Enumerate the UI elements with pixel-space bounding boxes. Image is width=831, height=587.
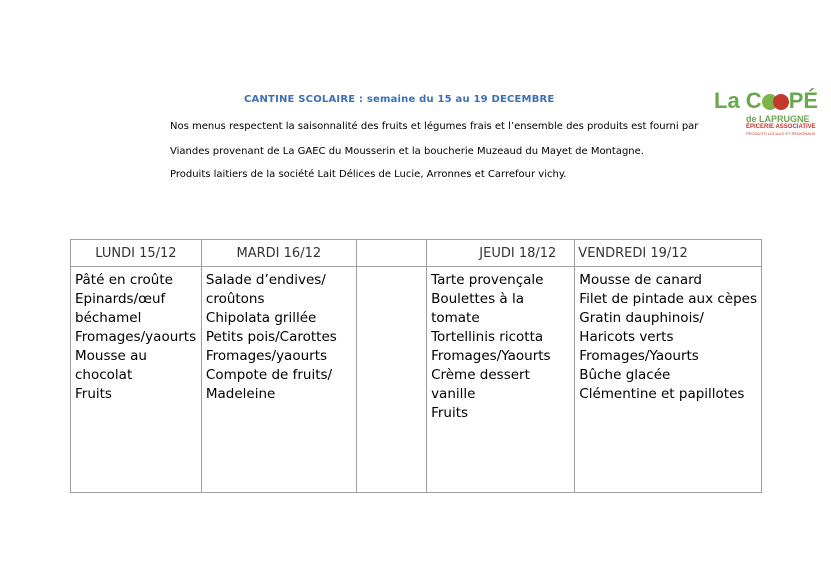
menu-item: Mousse au — [75, 348, 147, 364]
day-header: JEUDI 18/12 — [427, 240, 575, 267]
day-menu — [356, 267, 426, 493]
menu-item: Filet de pintade aux cèpes — [579, 291, 757, 307]
menu-item: Petits pois/Carottes — [205, 329, 337, 345]
day-header: VENDREDI 19/12 — [575, 240, 762, 267]
menu-item: Fromages/yaourts — [75, 329, 197, 345]
day-menu — [201, 267, 356, 493]
menu-item: Haricots verts — [579, 329, 674, 345]
day-menu — [71, 267, 202, 493]
intro-line: Produits laitiers de la société Lait Délices de Lucie, Arronnes et Carrefour vichy. — [170, 169, 567, 180]
menu-item: Epinards/œuf — [75, 291, 166, 307]
menu-item: Boulettes à la — [431, 291, 525, 307]
logo-tag: ÉPICERIE ASSOCIATIVE — [746, 124, 816, 130]
coope-logo — [712, 88, 817, 143]
menu-item: Fromages/Yaourts — [431, 348, 551, 364]
menu-item: chocolat — [75, 367, 133, 383]
menu-item: Tarte provençale — [431, 272, 544, 288]
day-menu — [427, 267, 575, 493]
menu-item: béchamel — [75, 310, 142, 326]
menu-item: Clémentine et papillotes — [579, 386, 745, 402]
menu-table — [70, 239, 762, 493]
menu-item: tomate — [431, 310, 480, 326]
menu-item: vanille — [431, 386, 476, 402]
menu-item: Compote de fruits/ — [205, 367, 333, 383]
menu-item: Salade d’endives/ — [205, 272, 326, 288]
menu-item: Fromages/Yaourts — [579, 348, 699, 364]
intro-line: Nos menus respectent la saisonnalité des fruits et légumes frais et l’ensemble des produits est fourni par — [170, 121, 699, 132]
menu-item: Chipolata grillée — [205, 310, 317, 326]
menu-item: Tortellinis ricotta — [431, 329, 544, 345]
logo-sub: de LAPRUGNE — [746, 114, 810, 124]
menu-item: Madeleine — [205, 386, 276, 402]
apple-icon — [773, 94, 789, 110]
day-menu — [575, 267, 762, 493]
menu-item: Fruits — [75, 386, 112, 402]
menu-item: Pâté en croûte — [75, 272, 173, 288]
menu-item: croûtons — [205, 291, 265, 307]
menu-item: Bûche glacée — [579, 367, 671, 383]
menu-item: Mousse de canard — [579, 272, 702, 288]
menu-item: Gratin dauphinois/ — [579, 310, 704, 326]
logo-tag2: PRODUITS LOCAUX ET RÉGIONAUX — [746, 131, 816, 136]
logo-name: La C PÉ — [714, 88, 819, 113]
day-header: LUNDI 15/12 — [71, 240, 202, 267]
page-title: CANTINE SCOLAIRE : semaine du 15 au 19 DECEMBRE — [244, 94, 555, 105]
day-header: MARDI 16/12 — [201, 240, 356, 267]
menu-item: Crème dessert — [431, 367, 530, 383]
day-header — [356, 240, 426, 267]
menu-item: Fromages/yaourts — [205, 348, 328, 364]
intro-line: Viandes provenant de La GAEC du Mousserin et la boucherie Muzeaud du Mayet de Montagne. — [170, 146, 644, 157]
menu-item: Fruits — [431, 405, 469, 421]
